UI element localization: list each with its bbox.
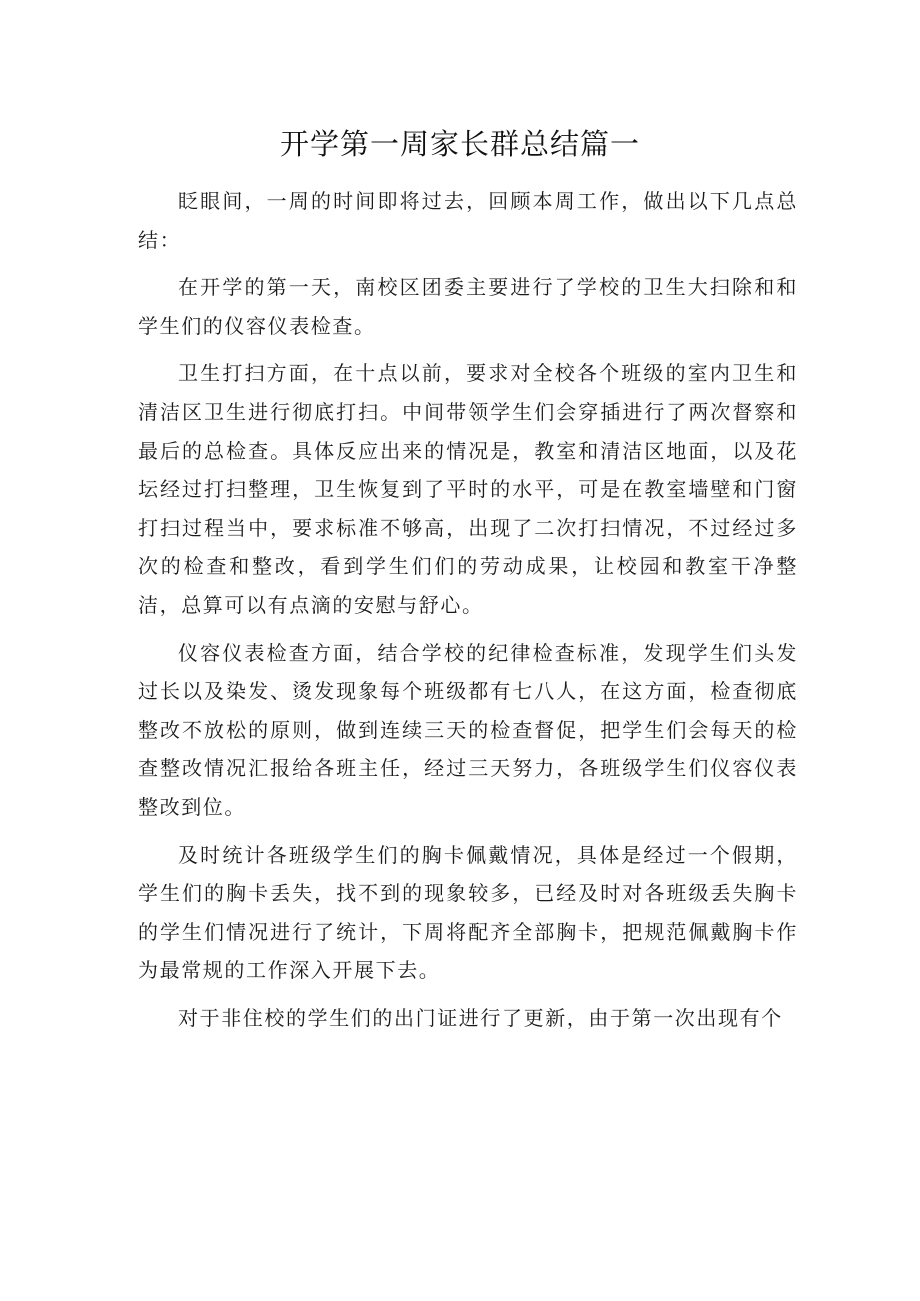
document-body	[138, 182, 798, 1037]
paragraph-first-day: 在开学的第一天，南校区团委主要进行了学校的卫生大扫除和和学生们的仪容仪表检查。	[138, 275, 798, 338]
paragraph-appearance: 仪容仪表检查方面，结合学校的纪律检查标准，发现学生们头发过长以及染发、烫发现象每个班级都有七八人，在这方面，检查彻底整改不放松的原则，做到连续三天的检查督促，把学生们会每天的检查整改情况汇报给各班主任，经过三天努力，各班级学生们仪容仪表整改到位。	[138, 640, 798, 819]
paragraph-intro: 眨眼间，一周的时间即将过去，回顾本周工作，做出以下几点总结：	[138, 189, 798, 252]
paragraph-badges: 及时统计各班级学生们的胸卡佩戴情况，具体是经过一个假期，学生们的胸卡丢失，找不到的现象较多，已经及时对各班级丢失胸卡的学生们情况进行了统计，下周将配齐全部胸卡，把规范佩戴胸卡作为最常规的工作深入开展下去。	[138, 842, 798, 983]
document-title: 开学第一周家长群总结篇一	[279, 127, 640, 161]
paragraph-cleaning: 卫生打扫方面，在十点以前，要求对全校各个班级的室内卫生和清洁区卫生进行彻底打扫。中间带领学生们会穿插进行了两次督察和最后的总检查。具体反应出来的情况是，教室和清洁区地面，以及花坛经过打扫整理，卫生恢复到了平时的水平，可是在教室墙壁和门窗打扫过程当中，要求标准不够高，出现了二次打扫情况，不过经过多次的检查和整改，看到学生们们的劳动成果，让校园和教室干净整洁，总算可以有点滴的安慰与舒心。	[138, 361, 798, 617]
paragraph-exit-pass: 对于非住校的学生们的出门证进行了更新，由于第一次出现有个	[178, 1005, 783, 1030]
